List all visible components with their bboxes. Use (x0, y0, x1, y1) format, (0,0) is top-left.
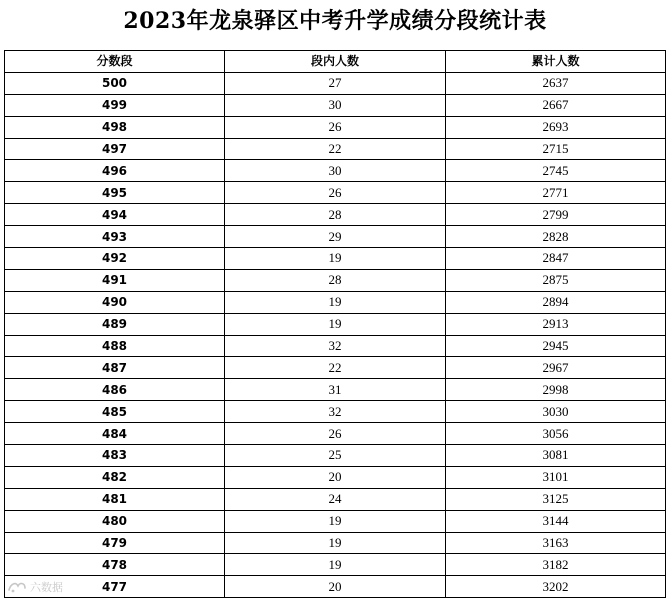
table-row (5, 510, 666, 532)
cell-segment-count: 22 (225, 138, 446, 160)
cell-score: 490 (5, 291, 225, 313)
table-row (5, 488, 666, 510)
table-row (5, 532, 666, 554)
cell-cumulative-count: 2945 (446, 335, 666, 357)
table-row (5, 401, 666, 423)
table-header-row (5, 51, 666, 73)
table-row (5, 269, 666, 291)
header-score-range: 分数段 (5, 51, 225, 73)
cell-segment-count: 30 (225, 94, 446, 116)
cell-cumulative-count: 2967 (446, 357, 666, 379)
cell-cumulative-count: 2715 (446, 138, 666, 160)
cell-segment-count: 32 (225, 335, 446, 357)
cell-segment-count: 26 (225, 116, 446, 138)
cell-score: 498 (5, 116, 225, 138)
table-row (5, 445, 666, 467)
table-row (5, 138, 666, 160)
cell-segment-count: 29 (225, 226, 446, 248)
cell-segment-count: 24 (225, 488, 446, 510)
cell-segment-count: 19 (225, 532, 446, 554)
cell-segment-count: 26 (225, 423, 446, 445)
cell-score: 486 (5, 379, 225, 401)
cell-segment-count: 32 (225, 401, 446, 423)
cell-cumulative-count: 3030 (446, 401, 666, 423)
table-row (5, 94, 666, 116)
watermark (6, 578, 63, 596)
cell-score: 477 (5, 576, 225, 598)
cell-score: 499 (5, 94, 225, 116)
cell-segment-count: 20 (225, 576, 446, 598)
table-row (5, 554, 666, 576)
cell-score: 488 (5, 335, 225, 357)
cell-cumulative-count: 2913 (446, 313, 666, 335)
cell-score: 492 (5, 248, 225, 270)
cell-cumulative-count: 3101 (446, 466, 666, 488)
cell-cumulative-count: 2667 (446, 94, 666, 116)
cell-segment-count: 19 (225, 291, 446, 313)
cell-score: 479 (5, 532, 225, 554)
table-body (5, 72, 666, 597)
table-row (5, 357, 666, 379)
cell-score: 496 (5, 160, 225, 182)
table-header (5, 51, 666, 73)
cell-cumulative-count: 2998 (446, 379, 666, 401)
cell-score: 485 (5, 401, 225, 423)
table-row (5, 204, 666, 226)
cell-segment-count: 22 (225, 357, 446, 379)
cell-segment-count: 27 (225, 72, 446, 94)
cell-cumulative-count: 2847 (446, 248, 666, 270)
cell-cumulative-count: 2693 (446, 116, 666, 138)
cell-cumulative-count: 3056 (446, 423, 666, 445)
table-row (5, 116, 666, 138)
score-distribution-table (4, 50, 666, 598)
cell-cumulative-count: 3163 (446, 532, 666, 554)
table-row (5, 291, 666, 313)
page-title: 2023年龙泉驿区中考升学成绩分段统计表 (123, 8, 547, 34)
cell-cumulative-count: 2894 (446, 291, 666, 313)
logo-mark-icon (6, 579, 28, 595)
table-row (5, 313, 666, 335)
cell-cumulative-count: 2875 (446, 269, 666, 291)
cell-cumulative-count: 2745 (446, 160, 666, 182)
cell-score: 494 (5, 204, 225, 226)
cell-score: 482 (5, 466, 225, 488)
cell-score: 491 (5, 269, 225, 291)
cell-segment-count: 19 (225, 248, 446, 270)
table-row (5, 379, 666, 401)
cell-segment-count: 28 (225, 204, 446, 226)
cell-score: 500 (5, 72, 225, 94)
cell-score: 481 (5, 488, 225, 510)
cell-segment-count: 30 (225, 160, 446, 182)
cell-cumulative-count: 3081 (446, 445, 666, 467)
cell-score: 495 (5, 182, 225, 204)
cell-score: 483 (5, 445, 225, 467)
cell-segment-count: 31 (225, 379, 446, 401)
cell-segment-count: 28 (225, 269, 446, 291)
watermark-text: 六数据 (30, 581, 63, 594)
cell-segment-count: 20 (225, 466, 446, 488)
table-row (5, 423, 666, 445)
cell-score: 487 (5, 357, 225, 379)
cell-cumulative-count: 2799 (446, 204, 666, 226)
cell-segment-count: 26 (225, 182, 446, 204)
cell-score: 497 (5, 138, 225, 160)
cell-score: 484 (5, 423, 225, 445)
cell-score: 489 (5, 313, 225, 335)
table-row (5, 160, 666, 182)
cell-score: 493 (5, 226, 225, 248)
table-row (5, 466, 666, 488)
table-row (5, 182, 666, 204)
cell-cumulative-count: 2771 (446, 182, 666, 204)
table-row (5, 226, 666, 248)
table-row (5, 576, 666, 598)
table-row (5, 335, 666, 357)
cell-cumulative-count: 3182 (446, 554, 666, 576)
header-cumulative-count: 累计人数 (446, 51, 666, 73)
header-segment-count: 段内人数 (225, 51, 446, 73)
cell-cumulative-count: 2828 (446, 226, 666, 248)
cell-cumulative-count: 2637 (446, 72, 666, 94)
cell-score: 480 (5, 510, 225, 532)
table-row (5, 72, 666, 94)
table-row (5, 248, 666, 270)
cell-segment-count: 25 (225, 445, 446, 467)
cell-segment-count: 19 (225, 313, 446, 335)
cell-score: 478 (5, 554, 225, 576)
cell-cumulative-count: 3125 (446, 488, 666, 510)
cell-segment-count: 19 (225, 510, 446, 532)
cell-cumulative-count: 3202 (446, 576, 666, 598)
cell-segment-count: 19 (225, 554, 446, 576)
cell-cumulative-count: 3144 (446, 510, 666, 532)
